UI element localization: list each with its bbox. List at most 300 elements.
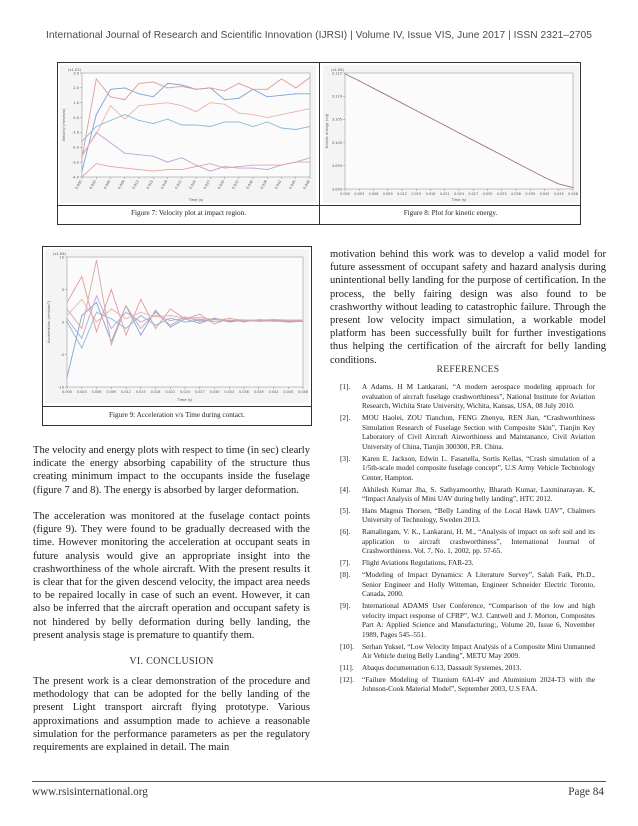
data-point [199, 317, 200, 318]
data-point [273, 320, 274, 321]
reference-item [340, 643, 595, 662]
references-heading: REFERENCES [436, 365, 500, 375]
data-point [253, 126, 254, 127]
data-point [140, 328, 141, 329]
data-point [295, 111, 296, 112]
running-header: International Journal of Research and Scientific Innovation (IJRSI) | Volume IV, Issue VIS, June 2017 | ISSN 2321–2705 [46, 30, 592, 41]
data-point [238, 98, 239, 99]
data-point [224, 104, 225, 105]
data-point [196, 125, 197, 126]
data-point [67, 309, 68, 310]
x-tick-label: 0.048 [302, 179, 311, 190]
data-point [167, 169, 168, 170]
y-tick-label: 3.105 [331, 117, 342, 122]
reference-number: [11]. [340, 663, 354, 672]
x-tick-label: 0.021 [439, 192, 450, 196]
y-tick-label: 3.110 [331, 94, 342, 99]
data-point [81, 328, 82, 329]
plot-area [345, 73, 573, 189]
data-point [111, 318, 112, 319]
data-point [124, 153, 125, 154]
x-tick-label: 0.018 [150, 390, 161, 394]
x-tick-label: 0.024 [188, 179, 197, 190]
y-tick-label: 3.100 [331, 140, 342, 145]
y-tick-label: 3.095 [331, 164, 342, 169]
data-point [359, 80, 360, 81]
data-point [210, 102, 211, 103]
data-point [281, 95, 282, 96]
x-tick-label: 0.033 [496, 192, 507, 196]
data-point [267, 89, 268, 90]
y-tick-label: 3.115 [331, 71, 342, 76]
data-point [281, 78, 282, 79]
data-point [373, 88, 374, 89]
x-tick-label: 0.048 [568, 192, 578, 196]
x-tick-label: 0.048 [298, 390, 308, 394]
reference-text: A Adams, H M Lankarani, “A modern aerospace modeling approach for evaluation of aircraft fuselage crashworthiness”, National Institute for Aviation Research, Wichita State University, Wichita, Kansas, USA, 08 July 2010. [362, 383, 595, 411]
data-point [96, 296, 97, 297]
data-point [126, 312, 127, 313]
x-tick-label: 0.012 [397, 192, 407, 196]
data-point [139, 105, 140, 106]
data-point [96, 302, 97, 303]
data-point [214, 323, 215, 324]
data-point [229, 322, 230, 323]
data-point [295, 87, 296, 88]
figure-table-top [57, 62, 581, 225]
data-point [224, 90, 225, 91]
x-tick-label: 0.018 [160, 179, 169, 190]
data-point [96, 312, 97, 313]
data-point [199, 320, 200, 321]
x-tick-label: 0.045 [288, 179, 297, 190]
y-axis-label: Acceleration (mm/sec²) [47, 301, 51, 343]
y-tick-label: -2.0 [71, 145, 79, 150]
data-point [199, 314, 200, 315]
data-point [111, 344, 112, 345]
conclusion-heading: VI. CONCLUSION [129, 656, 214, 667]
x-tick-label: 0.042 [274, 179, 283, 190]
data-point [110, 120, 111, 121]
x-tick-label: 0.030 [209, 390, 220, 394]
data-point [281, 127, 282, 128]
x-tick-label: 0.000 [62, 390, 72, 394]
x-axis-label: Time (s) [451, 198, 467, 202]
reference-text: Karen E. Jackson, Edwin L. Fasanella, Sortis Kellas, “Crash simulation of a 1/5th-scale model composite fuselage concept”, U.S Army Vehicle Technology Center, Hampton. [362, 454, 595, 482]
data-point [67, 322, 68, 323]
data-point [139, 93, 140, 94]
figure-7-caption: Figure 7: Velocity plot at impact region. [130, 209, 247, 217]
x-tick-label: 0.030 [217, 179, 226, 190]
data-point [82, 154, 83, 155]
data-point [185, 322, 186, 323]
data-point [82, 156, 83, 157]
data-point [229, 318, 230, 319]
data-point [267, 122, 268, 123]
data-point [155, 310, 156, 311]
x-tick-label: 0.027 [194, 390, 205, 394]
x-tick-label: 0.015 [411, 192, 422, 196]
reference-item [340, 676, 595, 695]
data-point [310, 162, 311, 163]
data-point [181, 125, 182, 126]
data-point [170, 315, 171, 316]
y-tick-label: 2.0 [73, 86, 79, 91]
data-point [210, 87, 211, 88]
data-point [303, 320, 304, 321]
data-point [124, 99, 125, 100]
reference-number: [7]. [340, 559, 351, 568]
data-point [167, 87, 168, 88]
x-tick-label: 0.045 [553, 192, 564, 196]
data-point [140, 335, 141, 336]
reference-text: Abaqus documentation 6.13, Dassault Systemes, 2013. [362, 663, 522, 672]
reference-item [340, 507, 595, 526]
data-point [459, 132, 460, 133]
data-point [110, 142, 111, 143]
figure-8-caption: Figure 8: Plot for kinetic energy. [403, 209, 498, 217]
data-point [501, 155, 502, 156]
figure-9-caption: Figure 9: Acceleration v/s Time during contact. [109, 411, 245, 419]
x-tick-label: 0.042 [539, 192, 550, 196]
data-point [167, 119, 168, 120]
reference-text: Akhilesh Kumar Jha, S. Sathyamoorthy, Bharath Kumar, Laxminarayan. K, “Impact Analysis of Mini UAV during belly landing”, HTC 2012. [362, 485, 595, 504]
data-point [345, 73, 346, 74]
data-point [181, 86, 182, 87]
x-tick-label: 0.012 [121, 390, 131, 394]
reference-number: [12]. [340, 675, 354, 684]
reference-text: Hans Magnus Thorsen, “Belly Landing of the Local Hawk UAV”, Chalmers University of Technology, Sweden 2013. [362, 506, 595, 525]
data-point [155, 316, 156, 317]
chart-scale-label: (x1.E6) [53, 252, 66, 256]
data-point [139, 169, 140, 170]
paragraph-velocity-energy: The velocity and energy plots with respect to time (in sec) clearly indicate the energy absorbing capability of the structure thus creating minimum impact to the occupants inside the fuselage (figure 7 and 8). The energy is absorbed by larger deformation. [33, 445, 310, 496]
data-point [310, 77, 311, 78]
data-point [124, 168, 125, 169]
data-point [487, 147, 488, 148]
data-point [295, 129, 296, 130]
data-point [111, 309, 112, 310]
data-point [295, 93, 296, 94]
data-point [96, 78, 97, 79]
paragraph-conclusion: The present work is a clear demonstration of the procedure and methodology that can be adopted for the belly landing of the present Light transport aircraft flying prototype. Various approximations and assumption made to achieve a reasonable simulation for the performance parameters as per the regulatory requirements are explained in detail. The main [33, 676, 310, 754]
x-tick-label: 0.015 [145, 179, 155, 190]
chart-scale-label: (x1.E3) [68, 68, 81, 72]
data-point [126, 328, 127, 329]
data-point [310, 126, 311, 127]
y-tick-label: 1.0 [73, 101, 79, 106]
data-point [288, 320, 289, 321]
data-point [430, 118, 431, 119]
reference-number: [4]. [340, 485, 351, 494]
data-point [273, 321, 274, 322]
data-point [170, 320, 171, 321]
data-point [170, 318, 171, 319]
data-point [196, 89, 197, 90]
data-point [124, 119, 125, 120]
reference-text: International ADAMS User Conference, “Comparison of the low and high velocity impact response of CFRP”, W.J. Cantwell and J. Morton, Composites Part A: Applied Science and Manufacturing;, Volume 20, Issue 6, November 1989, Pages 545–551. [362, 601, 595, 639]
data-point [110, 96, 111, 97]
data-point [196, 111, 197, 112]
data-point [310, 93, 311, 94]
data-point [110, 166, 111, 167]
data-point [167, 83, 168, 84]
data-point [224, 168, 225, 169]
data-point [210, 163, 211, 164]
data-point [530, 169, 531, 170]
footer-website: www.rsisinternational.org [32, 786, 148, 798]
chart-scale-label: (x1.E6) [331, 68, 344, 72]
data-point [253, 165, 254, 166]
velocity-chart [60, 65, 316, 203]
y-tick-label: -4.0 [71, 175, 79, 180]
reference-item [340, 528, 595, 557]
data-point [238, 166, 239, 167]
x-tick-label: 0.018 [425, 192, 436, 196]
data-point [387, 95, 388, 96]
paragraph-acceleration: The acceleration was monitored at the fuselage contact points (figure 9). They were found to be gradually decreased with the time. However monitoring the acceleration at occupant seats in future analysis would give an appropriate insight into the crashworthiness of the whole aircraft. With the present results it is clear that for the given descend velocity, the impact area needs to be repaired locally in case of such an event. However, it can also be inferred that the aircraft operation and occupant safety is not hindered by belly deformation during belly landing, the present analysis stage is premature to quantify them. [33, 511, 310, 641]
data-point [110, 89, 111, 90]
reference-text: Ramalingam, V. K., Lankarani, H. M., “Analysis of impact on soft soil and its application to aircraft crashworthiness”, International Journal of Crashworthiness. Vol. 7, No. 1, 2002, pp. 57-65. [362, 528, 595, 556]
x-tick-label: 0.036 [245, 179, 254, 190]
data-point [82, 177, 83, 178]
data-point [310, 157, 311, 158]
data-point [253, 168, 254, 169]
x-tick-label: 0.027 [202, 179, 212, 190]
data-point [139, 120, 140, 121]
data-point [81, 299, 82, 300]
data-point [126, 335, 127, 336]
data-point [81, 276, 82, 277]
x-tick-label: 0.006 [368, 192, 379, 196]
data-point [238, 113, 239, 114]
y-tick-label: -1.0 [71, 130, 79, 135]
data-point [167, 102, 168, 103]
x-tick-label: 0.045 [283, 390, 294, 394]
data-point [67, 302, 68, 303]
reference-item [340, 414, 595, 452]
data-point [253, 114, 254, 115]
data-point [67, 315, 68, 316]
data-point [155, 325, 156, 326]
y-tick-label: 3.090 [331, 187, 342, 192]
data-point [81, 348, 82, 349]
data-point [96, 331, 97, 332]
reference-item [340, 486, 595, 505]
y-tick-label: -5 [60, 352, 64, 357]
data-point [155, 328, 156, 329]
reference-text: “Failure Modeling of Titanium 6Al-4V and Aluminium 2024-T3 with the Johnson-Cook Material Model”, September 2003, U.S FAA. [362, 675, 595, 694]
data-point [196, 165, 197, 166]
reference-number: [3]. [340, 454, 351, 463]
x-tick-label: 0.036 [239, 390, 249, 394]
y-tick-label: -3.0 [71, 160, 79, 165]
data-point [153, 104, 154, 105]
data-point [139, 154, 140, 155]
data-point [214, 319, 215, 320]
data-point [238, 168, 239, 169]
x-tick-label: 0.030 [482, 192, 493, 196]
x-axis-label: Time (s) [188, 198, 204, 202]
data-point [126, 305, 127, 306]
x-tick-label: 0.021 [165, 390, 176, 394]
x-tick-label: 0.009 [382, 192, 393, 196]
data-point [170, 327, 171, 328]
reference-item [340, 602, 595, 640]
data-point [185, 316, 186, 317]
x-tick-label: 0.000 [340, 192, 350, 196]
data-point [214, 321, 215, 322]
data-point [96, 133, 97, 134]
data-point [167, 162, 168, 163]
data-point [82, 171, 83, 172]
data-point [185, 318, 186, 319]
data-point [111, 328, 112, 329]
x-tick-label: 0.039 [525, 192, 536, 196]
reference-number: [8]. [340, 571, 351, 579]
data-point [67, 377, 68, 378]
data-point [181, 157, 182, 158]
data-point [516, 162, 517, 163]
x-tick-label: 0.024 [180, 390, 190, 394]
x-tick-label: 0.027 [468, 192, 479, 196]
data-point [124, 87, 125, 88]
data-point [281, 165, 282, 166]
reference-number: [6]. [340, 528, 351, 537]
data-point [238, 83, 239, 84]
data-point [267, 96, 268, 97]
data-point [153, 156, 154, 157]
reference-item [340, 455, 595, 484]
y-tick-label: 0.0 [73, 115, 79, 120]
data-point [96, 126, 97, 127]
reference-number: [5]. [340, 506, 351, 515]
data-point [573, 187, 574, 188]
reference-number: [10]. [340, 642, 354, 651]
data-point [267, 169, 268, 170]
paragraph-motivation: motivation behind this work was to develop a valid model for future assessment of occupant safety and hazard analysis during unintentional belly landing for the purpose of certification. In the process, the belly fairing design was also found to be crashworthy without leading to catastrophic failure. Through the present low velocity impact simulation, a workable model platform has been successfully built for further investigations thus helping the certification of the aircraft for belly landing conditions. [330, 249, 606, 366]
data-point [402, 103, 403, 104]
data-point [170, 325, 171, 326]
data-point [416, 110, 417, 111]
y-tick-label: 0 [61, 320, 64, 325]
x-tick-label: 0.039 [259, 179, 269, 190]
x-axis-label: Time (s) [177, 398, 193, 402]
data-point [224, 99, 225, 100]
data-point [181, 105, 182, 106]
reference-item [340, 383, 595, 412]
data-point [210, 171, 211, 172]
x-tick-label: 0.003 [88, 179, 98, 190]
data-point [558, 183, 559, 184]
x-tick-label: 0.003 [354, 192, 365, 196]
acceleration-chart [45, 249, 309, 403]
data-point [82, 157, 83, 158]
data-point [310, 108, 311, 109]
x-tick-label: 0.024 [454, 192, 464, 196]
data-point [295, 162, 296, 163]
data-point [140, 312, 141, 313]
data-point [140, 299, 141, 300]
x-tick-label: 0.009 [106, 390, 117, 394]
reference-text: “Modeling of Impact Dynamics: A Literature Survey”, Salah Faik, Ph.D., Senior Engineer and Holly Witteman, Engineer Schneider Electric Toronto, Canada, 2000. [362, 571, 595, 599]
data-point [81, 338, 82, 339]
data-point [267, 117, 268, 118]
data-point [140, 315, 141, 316]
x-tick-label: 0.000 [74, 179, 83, 190]
data-point [82, 141, 83, 142]
data-point [126, 318, 127, 319]
data-point [110, 105, 111, 106]
reference-list [340, 383, 595, 697]
data-point [170, 309, 171, 310]
x-tick-label: 0.039 [253, 390, 264, 394]
reference-text: MOU Haolei, ZOU Tianchun, FENG Zhenyu, REN Jian, “Crashworthiness Simulation Research of Fuselage Section with Composite Skin”, Tianjin Key Laboratory of Civil Aircraft Airworthiness and Maintanance, Civil Aviation University of China, Tianjin 300300, P.R. China. [362, 413, 595, 451]
data-point [281, 114, 282, 115]
data-point [140, 322, 141, 323]
data-point [124, 114, 125, 115]
y-tick-label: 5 [61, 287, 64, 292]
x-tick-label: 0.006 [103, 179, 112, 190]
data-point [96, 322, 97, 323]
data-point [199, 321, 200, 322]
data-point [238, 122, 239, 123]
data-point [96, 260, 97, 261]
data-point [258, 320, 259, 321]
reference-number: [9]. [340, 601, 351, 610]
data-point [196, 166, 197, 167]
data-point [244, 321, 245, 322]
data-point [96, 114, 97, 115]
reference-text: Flight Aviations Regulations, FAR-23. [362, 559, 474, 568]
reference-item [340, 664, 595, 674]
data-point [153, 171, 154, 172]
data-point [96, 163, 97, 164]
data-point [267, 165, 268, 166]
x-tick-label: 0.006 [91, 390, 102, 394]
x-tick-label: 0.009 [117, 179, 126, 190]
data-point [153, 81, 154, 82]
reference-item [340, 559, 595, 569]
data-point [199, 323, 200, 324]
data-point [155, 312, 156, 313]
data-point [224, 166, 225, 167]
reference-number: [1]. [340, 383, 351, 391]
y-tick-label: 10 [59, 255, 64, 260]
data-point [181, 169, 182, 170]
figure-table-fig9 [42, 246, 312, 426]
kinetic-energy-chart [323, 65, 579, 203]
data-point [111, 289, 112, 290]
x-tick-label: 0.003 [76, 390, 87, 394]
x-tick-label: 0.036 [511, 192, 521, 196]
data-point [153, 123, 154, 124]
footer-rule [32, 781, 606, 782]
data-point [224, 122, 225, 123]
y-axis-label: Kinetic energy (mJ) [325, 113, 329, 149]
data-point [253, 89, 254, 90]
y-tick-label: -10 [58, 385, 64, 390]
data-point [181, 84, 182, 85]
y-axis-label: Velocity (mm/sec) [62, 108, 66, 142]
x-tick-label: 0.033 [224, 390, 235, 394]
x-tick-label: 0.042 [268, 390, 279, 394]
data-point [67, 318, 68, 319]
data-point [139, 83, 140, 84]
reference-number: [2]. [340, 413, 351, 422]
data-point [153, 96, 154, 97]
x-tick-label: 0.033 [231, 179, 240, 190]
